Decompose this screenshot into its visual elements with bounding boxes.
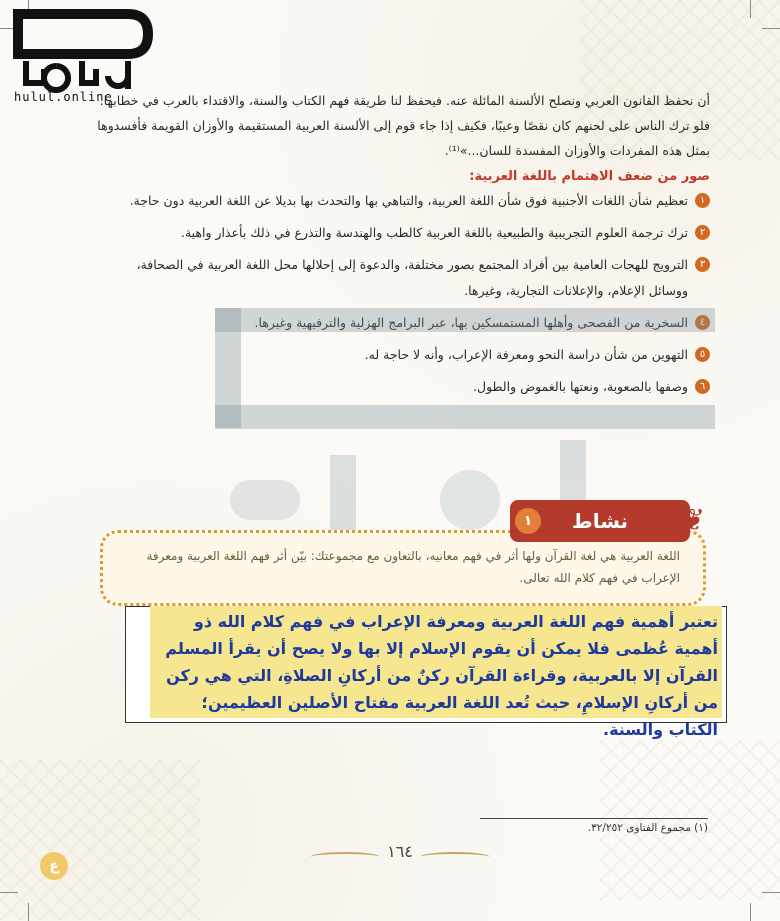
watermark-shape: [440, 470, 500, 530]
list-item-text: تعظيم شأن اللغات الأجنبية فوق شأن اللغة العربية، والتباهي بها والتحدث بها بديلا عن اللغة العربية دون حاجة.: [129, 193, 688, 208]
activity-text: اللغة العربية هي لغة القرآن ولها أثر في فهم معانيه، بالتعاون مع مجموعتك: بيّن أثر فهم اللغة العربية ومعرفة الإعراب في فهم كلام الله تعالى.: [146, 549, 680, 585]
ornament-icon: ❦: [680, 503, 706, 538]
page-number-ornament: [420, 852, 490, 862]
footnote-divider: [480, 818, 708, 819]
corner-ornament: [600, 740, 780, 900]
weakness-list: [70, 188, 710, 400]
list-item: [70, 188, 710, 214]
logo-url: hulul.online: [14, 90, 113, 104]
body-paragraph: فلو ترك الناس على لحنهم كان نقصًا وعيبًا، فكيف إذا جاء قوم إلى الألسنة العربية المستقيمة والأوزان القويمة فأفسدوها: [97, 118, 710, 133]
list-item-continuation: [70, 278, 710, 304]
crop-mark: [750, 903, 751, 921]
page-number: ١٦٤: [387, 842, 413, 861]
list-item: [70, 374, 710, 400]
list-item-text: التهوين من شأن دراسة النحو ومعرفة الإعراب، وأنه لا حاجة له.: [364, 347, 688, 362]
item-number-badge: ١: [695, 193, 710, 208]
watermark-shape: [230, 480, 300, 520]
activity-title-text: نشاط: [571, 509, 629, 533]
watermark-shape: [215, 405, 715, 429]
item-number-badge: ٢: [695, 225, 710, 240]
body-paragraph: أن نحفظ القانون العربي ونصلح الألسنة المائلة عنه. فيحفظ لنا طريقة فهم الكتاب والسنة، والاقتداء بالعرب في خطابها.: [99, 93, 710, 108]
list-item-text: ترك ترجمة العلوم التجريبية والطبيعية باللغة العربية كالطب والهندسة والتذرع في ذلك بأعذار واهية.: [180, 225, 688, 240]
list-item-text: الترويج للهجات العامية بين أفراد المجتمع بصور مختلفة، والدعوة إلى إحلالها محل اللغة العربية في الصحافة،: [136, 257, 688, 272]
logo-mark-icon: [8, 6, 158, 101]
page-number-area: [300, 842, 500, 872]
list-item: [70, 252, 710, 278]
answer-text: تعتبر أهمية فهم اللغة العربية ومعرفة الإعراب في فهم كلام الله ذو أهمية عُظمى فلا يمكن أن يقوم الإسلام إلا بها ولا يصح أن يقرأ المسلم القرآن إلا بالعربية، وقراءة القرآن ركنٌ من أركانِ الصلاةِ، التي هي ركن من أركانِ الإسلامِ، حيث تُعد اللغة العربية مفتاح الأصلين العظيمين؛ الكتاب والسنة.: [165, 612, 718, 739]
footnote: (١) مجموع الفتاوى ٣٢/٢٥٢.: [587, 822, 708, 834]
section-heading: صور من ضعف الاهتمام باللغة العربية:: [469, 169, 710, 184]
watermark-shape: [215, 308, 715, 332]
corner-ornament: [0, 760, 200, 920]
activity-number: ١: [515, 508, 541, 534]
body-paragraph: بمثل هذه المفردات والأوزان المفسدة للسان...»⁽¹⁾.: [444, 143, 710, 158]
item-number-badge: ٣: [695, 257, 710, 272]
watermark-shape: [330, 455, 356, 535]
main-content: [70, 88, 710, 406]
corner-badge-icon: ع: [40, 852, 68, 880]
list-item: [70, 342, 710, 368]
page-number-ornament: [310, 852, 380, 862]
list-item-text: ووسائل الإعلام، والإعلانات التجارية، وغيرها.: [464, 283, 688, 298]
item-number-badge: ٥: [695, 347, 710, 362]
list-item-text: وصفها بالصعوبة، ونعتها بالغموض والطول.: [473, 379, 688, 394]
item-number-badge: ٦: [695, 379, 710, 394]
list-item: [70, 220, 710, 246]
